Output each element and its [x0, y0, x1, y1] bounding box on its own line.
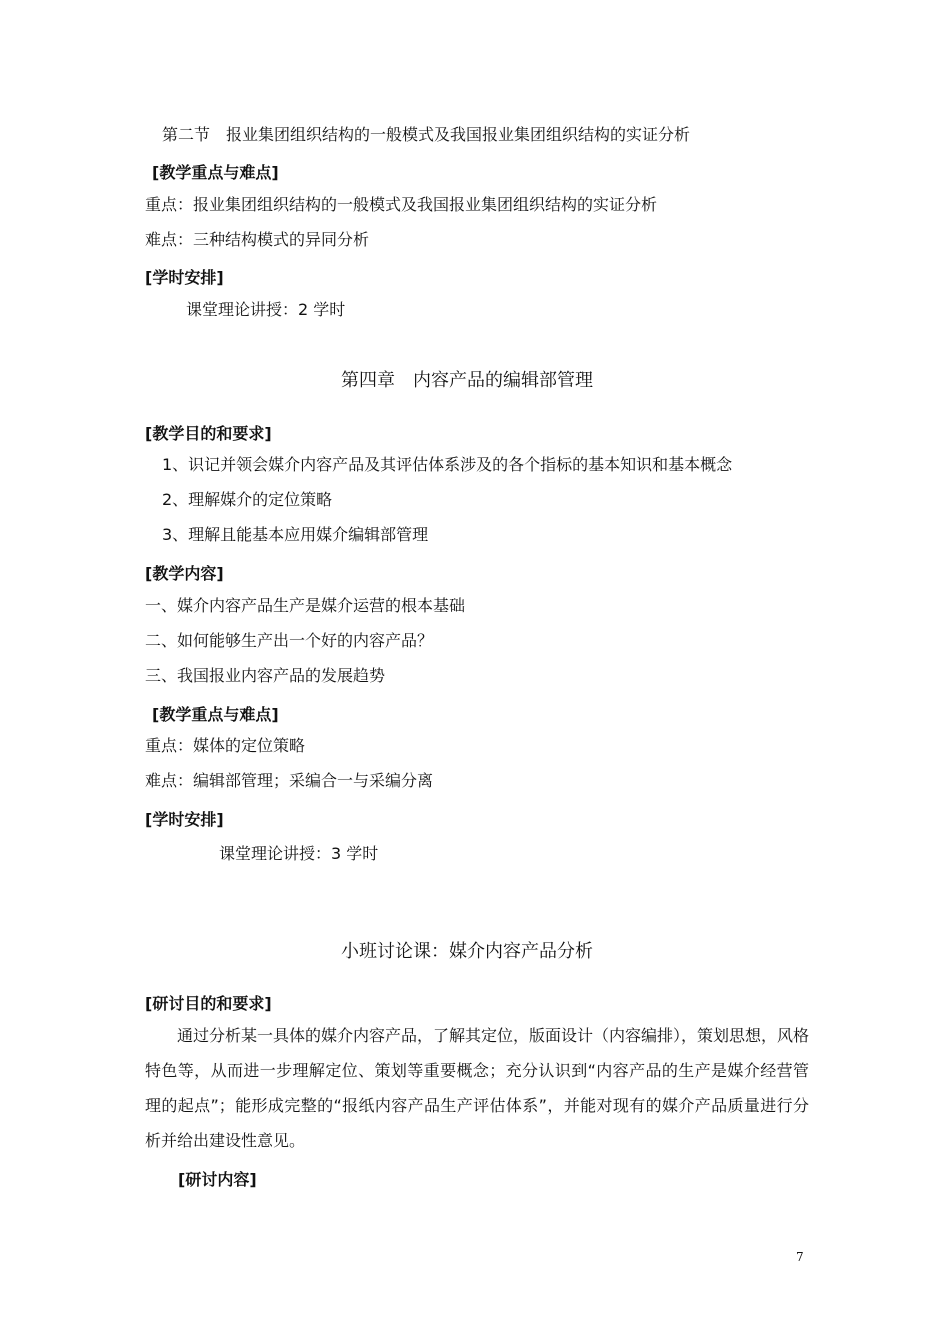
seminar-title: 小班讨论课：媒介内容产品分析 — [341, 941, 593, 962]
difficulty-text: 难点：三种结构模式的异同分析 — [145, 230, 370, 249]
goals-label: [教学目的和要求] — [145, 424, 272, 443]
hours-text: 课堂理论讲授：2 学时 — [186, 300, 346, 319]
section-heading: 第二节 报业集团组织结构的一般模式及我国报业集团组织结构的实证分析 — [162, 125, 691, 144]
focus-label: [教学重点与难点] — [152, 705, 279, 724]
focus-label: [教学重点与难点] — [152, 163, 279, 182]
hours-label: [学时安排] — [145, 268, 224, 287]
content-item: 三、我国报业内容产品的发展趋势 — [145, 666, 386, 685]
content-item: 二、如何能够生产出一个好的内容产品？ — [145, 631, 434, 650]
content-label: [教学内容] — [145, 564, 224, 583]
goal-item: 1、识记并领会媒介内容产品及其评估体系涉及的各个指标的基本知识和基本概念 — [162, 455, 733, 474]
hours-label: [学时安排] — [145, 810, 224, 829]
content-item: 一、媒介内容产品生产是媒介运营的根本基础 — [145, 596, 466, 615]
difficulty-text: 难点：编辑部管理；采编合一与采编分离 — [145, 771, 434, 790]
focus-text: 重点：报业集团组织结构的一般模式及我国报业集团组织结构的实证分析 — [145, 195, 658, 214]
goal-item: 3、理解且能基本应用媒介编辑部管理 — [162, 525, 429, 544]
seminar-content-label: [研讨内容] — [178, 1170, 257, 1189]
chapter-title: 第四章 内容产品的编辑部管理 — [341, 370, 593, 391]
page-number: 7 — [796, 1250, 804, 1264]
focus-text: 重点：媒体的定位策略 — [145, 736, 306, 755]
goal-item: 2、理解媒介的定位策略 — [162, 490, 333, 509]
seminar-paragraph: 通过分析某一具体的媒介内容产品，了解其定位，版面设计（内容编排），策划思想，风格特色等，从而进一步理解定位、策划等重要概念；充分认识到“内容产品的生产是媒介经营管理的起点”；能形成完整的“报纸内容产品生产评估体系”，并能对现有的媒介产品质量进行分析并给出建设性意见。 — [145, 1026, 810, 1150]
seminar-goals-label: [研讨目的和要求] — [145, 994, 272, 1013]
hours-text: 课堂理论讲授：3 学时 — [219, 844, 379, 863]
